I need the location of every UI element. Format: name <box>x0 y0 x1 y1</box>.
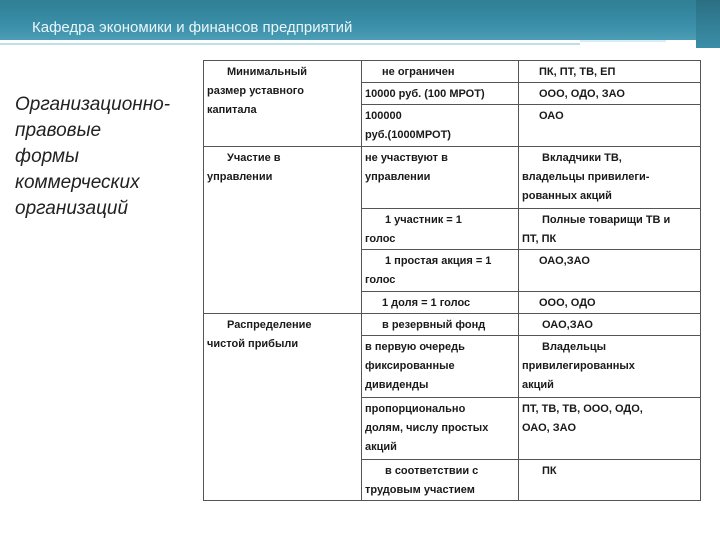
value-text: в соответствии с <box>385 465 479 477</box>
slide-title-line: организаций <box>15 198 129 219</box>
org-forms-table <box>203 60 701 501</box>
criterion-text: управлении <box>207 171 273 183</box>
forms-text: привилегированных <box>522 360 635 372</box>
forms-text: ОАО <box>539 110 564 122</box>
value-cell <box>362 83 519 105</box>
value-text: не ограничен <box>382 66 455 78</box>
slide-title-line: формы <box>15 146 80 167</box>
forms-text: ООО, ОДО, ЗАО <box>539 88 625 100</box>
value-text: 1 участник = 1 <box>385 214 462 226</box>
forms-text: ПК <box>542 465 557 477</box>
forms-cell <box>519 398 701 460</box>
forms-text: ООО, ОДО <box>539 297 596 309</box>
value-cell <box>362 398 519 460</box>
forms-text: ОАО, ЗАО <box>522 422 576 434</box>
forms-text: Вкладчики ТВ, <box>542 152 622 164</box>
criterion-cell <box>204 314 362 501</box>
value-text: управлении <box>365 171 431 183</box>
criterion-cell <box>204 147 362 314</box>
value-text: фиксированные <box>365 360 455 372</box>
forms-cell <box>519 105 701 147</box>
criterion-text: чистой прибыли <box>207 338 299 350</box>
forms-text: акций <box>522 379 554 391</box>
value-cell <box>362 460 519 501</box>
value-cell <box>362 147 519 209</box>
criterion-text: размер уставного <box>207 85 304 97</box>
value-cell <box>362 209 519 250</box>
criterion-cell <box>204 61 362 147</box>
value-cell <box>362 336 519 398</box>
forms-cell <box>519 314 701 336</box>
slide-title-line: Организационно- <box>15 94 171 115</box>
header-title: Кафедра экономики и финансов предприятий <box>32 19 353 36</box>
criterion-text: капитала <box>207 104 257 116</box>
value-text: руб.(1000МРОТ) <box>365 129 451 141</box>
forms-text: Владельцы <box>542 341 607 353</box>
forms-cell <box>519 250 701 292</box>
criterion-text: Минимальный <box>227 66 307 78</box>
value-cell <box>362 105 519 147</box>
forms-cell <box>519 460 701 501</box>
value-text: пропорционально <box>365 403 466 415</box>
forms-cell <box>519 83 701 105</box>
criterion-text: Распределение <box>227 319 312 331</box>
value-text: 1 доля = 1 голос <box>382 297 471 309</box>
forms-cell <box>519 336 701 398</box>
header-accent-block <box>696 0 720 48</box>
value-cell <box>362 250 519 292</box>
value-text: 100000 <box>365 110 402 122</box>
value-text: акций <box>365 441 397 453</box>
forms-text: ПТ, ТВ, ТВ, ООО, ОДО, <box>522 403 643 415</box>
value-text: в первую очередь <box>365 341 465 353</box>
header-divider-accent-right <box>580 40 666 42</box>
table-row <box>204 147 701 209</box>
value-text: в резервный фонд <box>382 319 486 331</box>
slide-title-line: коммерческих <box>15 172 140 193</box>
value-cell <box>362 61 519 83</box>
value-text: 10000 руб. (100 МРОТ) <box>365 88 485 100</box>
forms-cell <box>519 292 701 314</box>
forms-cell <box>519 147 701 209</box>
value-text: долям, числу простых <box>365 422 489 434</box>
forms-text: рованных акций <box>522 190 612 202</box>
forms-cell <box>519 209 701 250</box>
value-cell <box>362 314 519 336</box>
forms-text: ОАО,ЗАО <box>539 255 590 267</box>
forms-text: Полные товарищи ТВ и <box>542 214 671 226</box>
criterion-text: Участие в <box>227 152 281 164</box>
value-text: 1 простая акция = 1 <box>385 255 492 267</box>
value-text: дивиденды <box>365 379 429 391</box>
slide-title <box>15 92 205 222</box>
value-cell <box>362 292 519 314</box>
forms-text: ПТ, ПК <box>522 233 557 245</box>
value-text: голос <box>365 233 396 245</box>
forms-cell <box>519 61 701 83</box>
value-text: не участвуют в <box>365 152 448 164</box>
forms-text: ПК, ПТ, ТВ, ЕП <box>539 66 616 78</box>
forms-text: ОАО,ЗАО <box>542 319 593 331</box>
table-row <box>204 61 701 83</box>
value-text: голос <box>365 274 396 286</box>
header-divider-accent <box>0 43 580 45</box>
table-row <box>204 314 701 336</box>
forms-text: владельцы привилеги- <box>522 171 650 183</box>
value-text: трудовым участием <box>365 484 475 496</box>
slide-title-line: правовые <box>15 120 102 141</box>
